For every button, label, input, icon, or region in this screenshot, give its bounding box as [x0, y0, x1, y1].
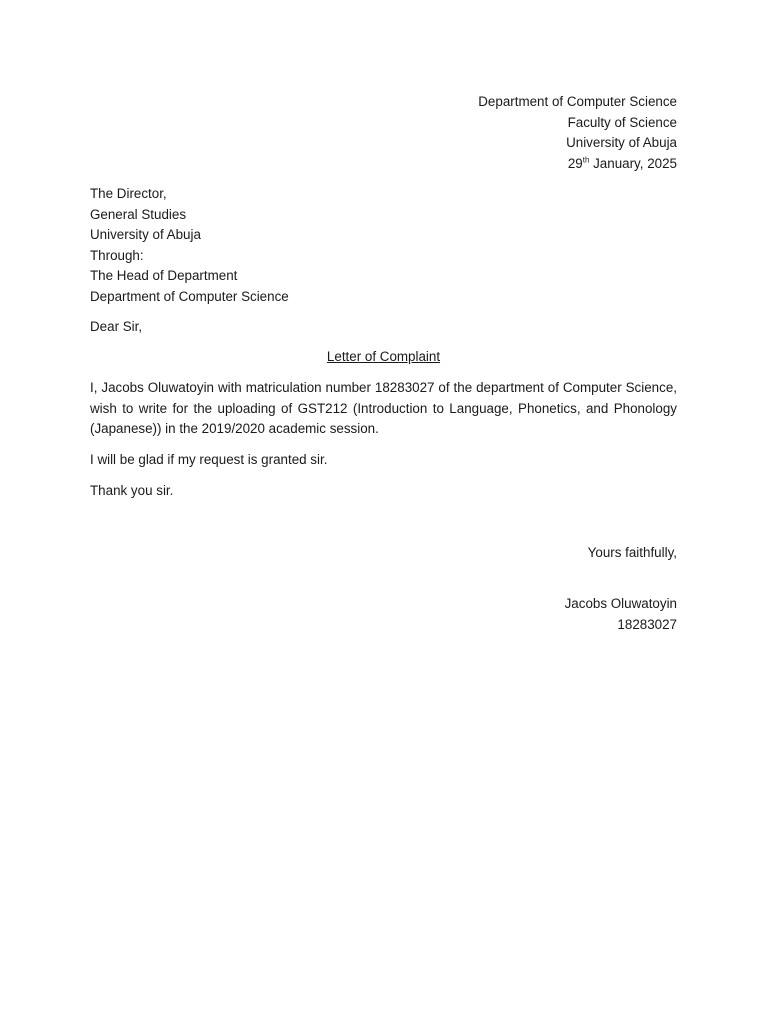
recipient-address [90, 184, 677, 307]
subject-text: Letter of Complaint [326, 349, 441, 364]
date-suffix: th [582, 155, 590, 165]
sender-university: University of Abuja [566, 135, 677, 150]
recipient-through: Through: [90, 247, 144, 263]
signature-name: Jacobs Oluwatoyin [564, 596, 677, 611]
signature-block [90, 594, 677, 635]
sender-department: Department of Computer Science [478, 94, 677, 109]
recipient-department: Department of Computer Science [90, 288, 289, 304]
date-day: 29 [567, 155, 583, 171]
signature-number: 18283027 [617, 616, 677, 632]
salutation: Dear Sir, [90, 319, 143, 334]
recipient-hod: The Head of Department [90, 268, 238, 283]
sender-address [90, 92, 677, 174]
body-paragraph-3: Thank you sir. [90, 483, 174, 498]
sender-faculty: Faculty of Science [567, 114, 677, 130]
body-paragraph-2: I will be glad if my request is granted sir. [90, 452, 328, 467]
recipient-title: The Director, [90, 186, 167, 201]
letter-subject [90, 347, 677, 368]
recipient-university: University of Abuja [90, 227, 201, 242]
recipient-unit: General Studies [90, 206, 187, 222]
letter-date [90, 154, 677, 175]
closing: Yours faithfully, [587, 545, 677, 560]
body-paragraph-1: I, Jacobs Oluwatoyin with matriculation number 18283027 of the department of Computer Science, wish to write for the uploading of GST212 (Introduction to Language, Phonetics, and Phonology (Japanese)) in the 2019/2020 academic session. [90, 380, 677, 436]
date-month-year: January, 2025 [589, 155, 677, 171]
